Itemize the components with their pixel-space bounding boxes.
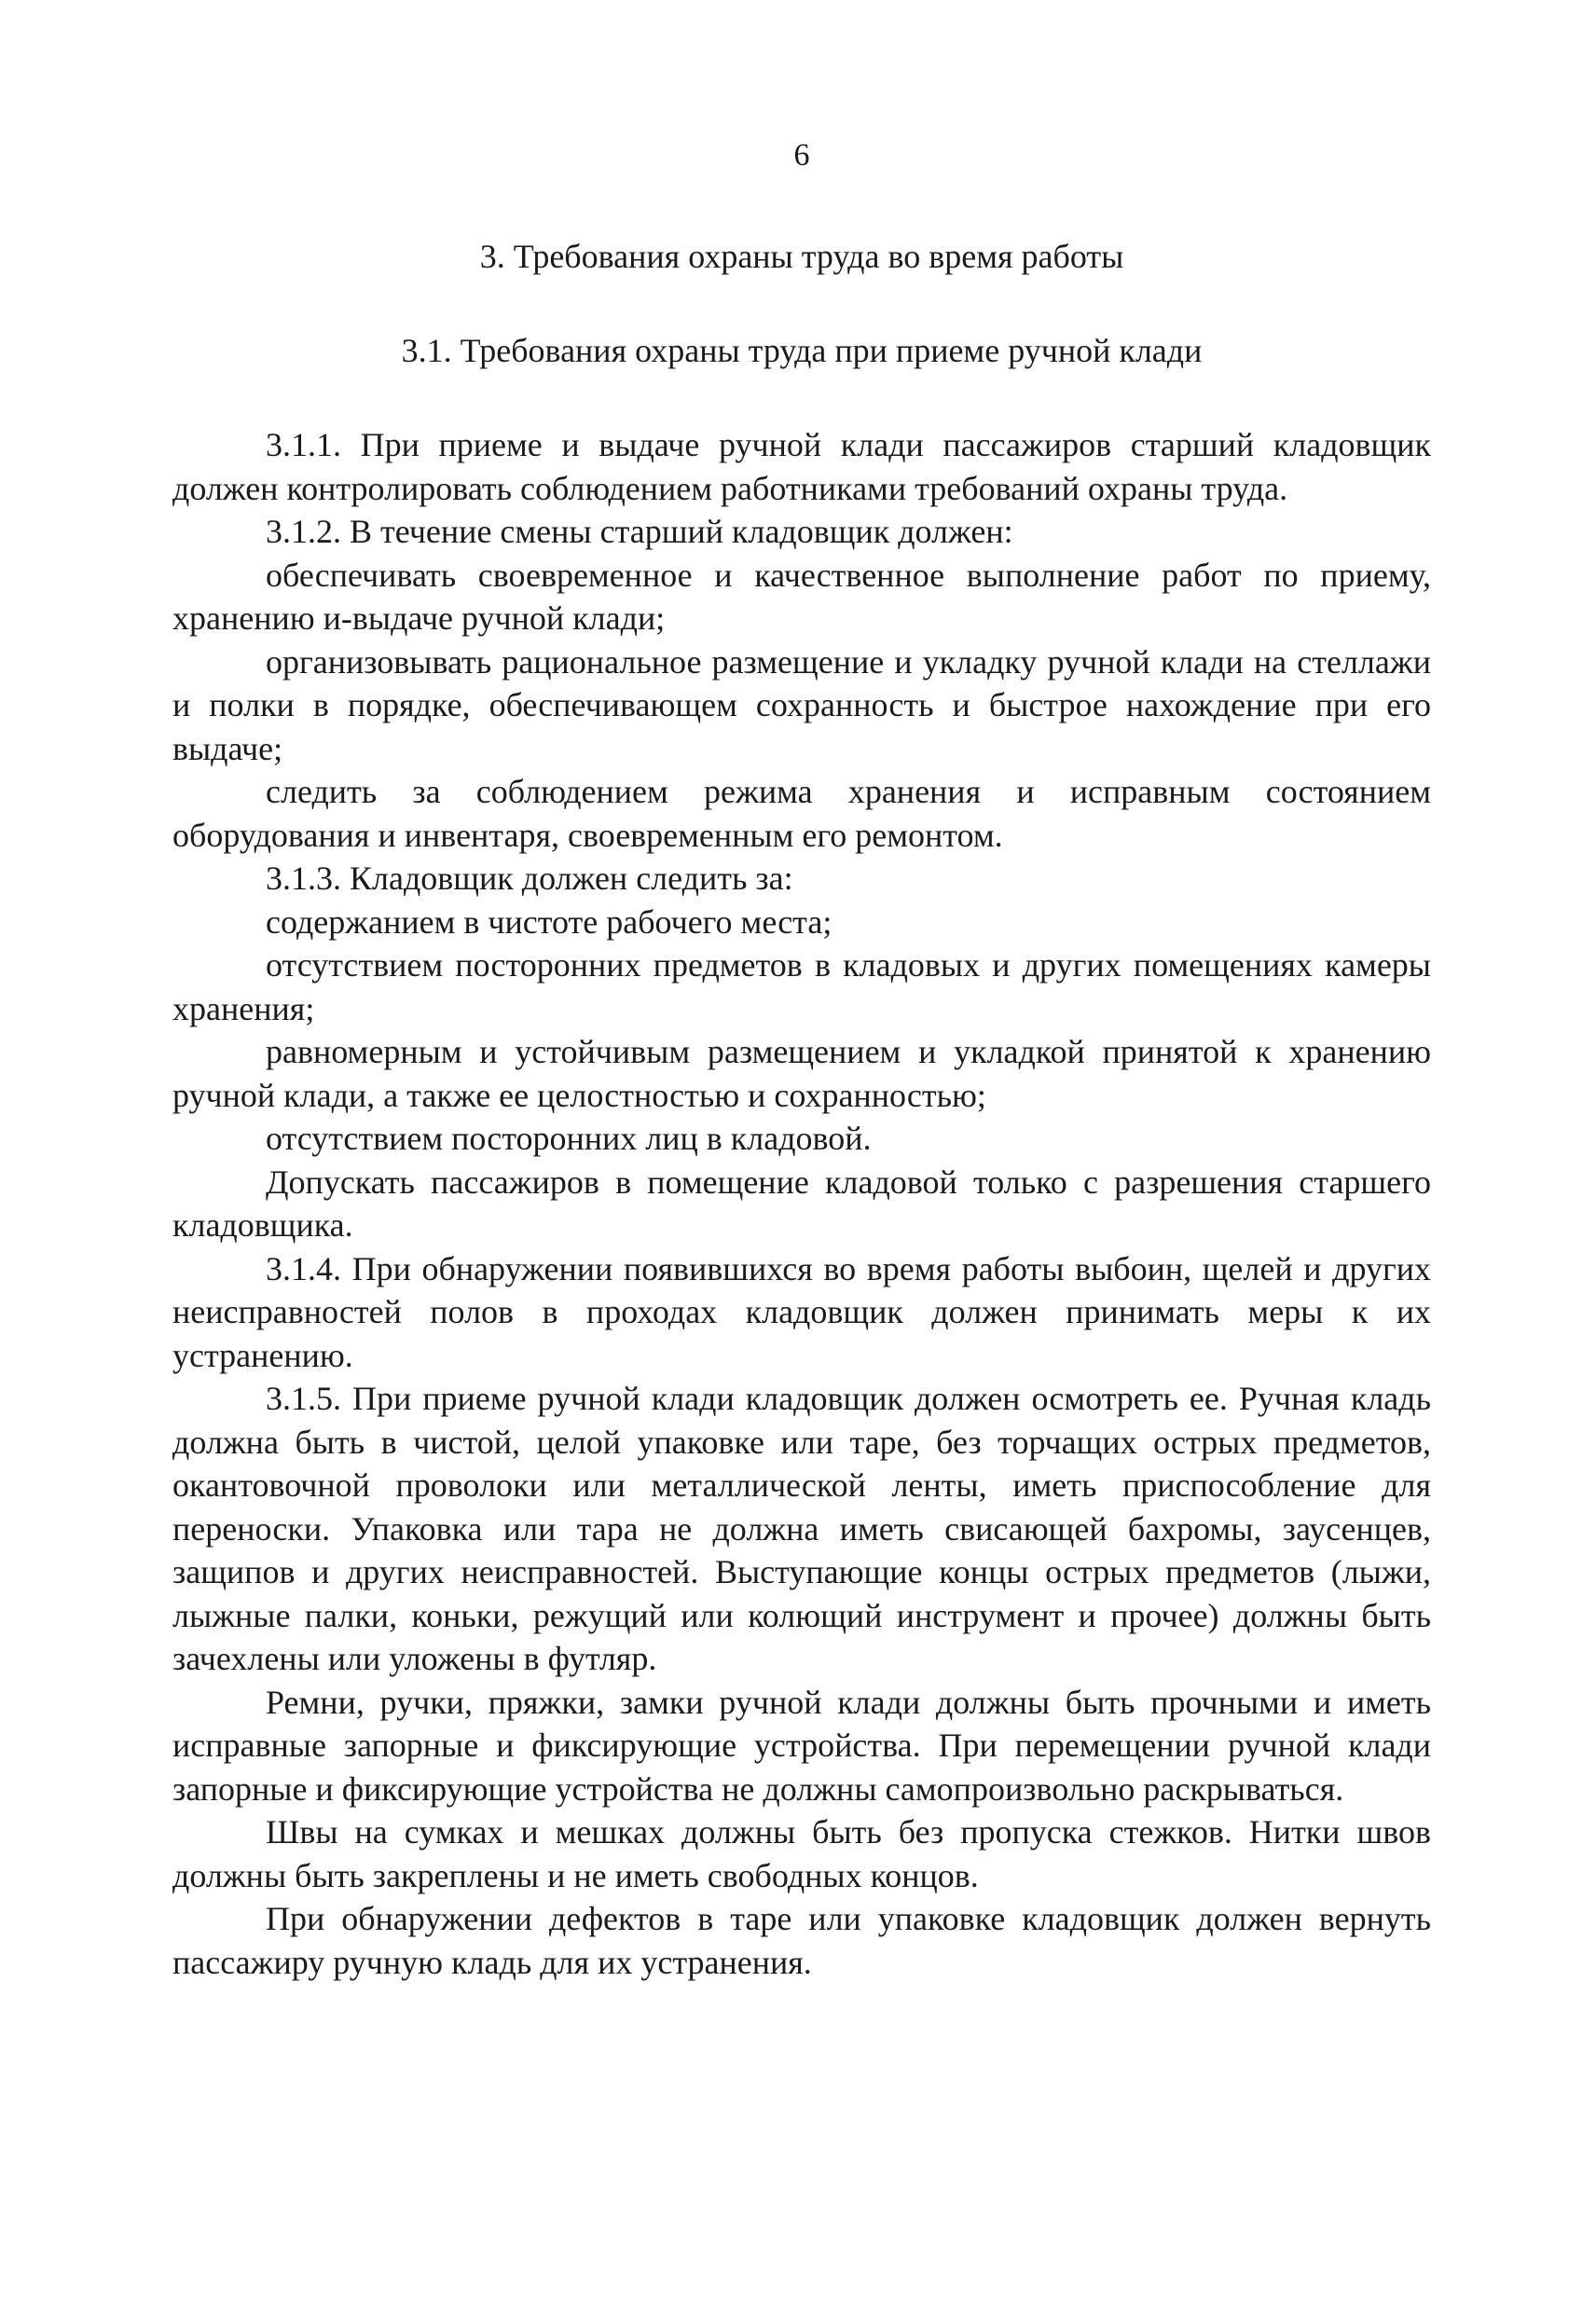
body-text [172,423,1431,1984]
paragraph-3-1-2: 3.1.2. В течение смены старший кладовщик должен: [266,513,1013,551]
paragraph: Допускать пассажиров в помещение кладовой только с разрешения старшего кладовщика. [172,1163,1431,1245]
paragraph: Швы на сумках и мешках должны быть без пропуска стежков. Нитки швов должны быть закреплены и не иметь свободных концов. [172,1813,1431,1894]
paragraph: При обнаружении дефектов в таре или упаковке кладовщик должен вернуть пассажиру ручную кладь для их устранения. [172,1900,1431,1981]
paragraph-3-1-5: 3.1.5. При приеме ручной клади кладовщик должен осмотреть ее. Ручная кладь должна быть в чистой, целой упаковке или таре, без торчащих острых предметов, окантовочной проволоки или металлической ленты, иметь приспособление для переноски. Упаковка или тара не должна иметь свисающей бахромы, заусенцев, защипов и других неисправностей. Выступающие концы острых предметов (лыжи, лыжные палки, коньки, режущий или колющий инструмент и прочее) должны быть зачехлены или уложены в футляр. [172,1380,1431,1678]
paragraph: отсутствием посторонних лиц в кладовой. [266,1120,872,1158]
paragraph-3-1-3: 3.1.3. Кладовщик должен следить за: [266,860,793,898]
paragraph: отсутствием посторонних предметов в кладовых и других помещениях камеры хранения; [172,946,1431,1027]
paragraph: равномерным и устойчивым размещением и укладкой принятой к хранению ручной клади, а также ее целостностью и сохранностью; [172,1033,1431,1114]
paragraph-3-1-4: 3.1.4. При обнаружении появившихся во время работы выбоин, щелей и других неисправностей полов в проходах кладовщик должен принимать меры к их устранению. [172,1249,1431,1374]
paragraph: Ремни, ручки, пряжки, замки ручной клади должны быть прочными и иметь исправные запорные и фиксирующие устройства. При перемещении ручной клади запорные и фиксирующие устройства не должны самопроизвольно раскрываться. [172,1683,1431,1808]
page-number: 6 [793,138,810,172]
document-page [172,140,1431,1984]
paragraph: следить за соблюдением режима хранения и исправным состоянием оборудования и инвентаря, своевременным его ремонтом. [172,773,1431,854]
paragraph: содержанием в чистоте рабочего места; [266,902,832,941]
paragraph-3-1-1: 3.1.1. При приеме и выдаче ручной клади пассажиров старший кладовщик должен контролировать соблюдением работниками требований охраны труда. [172,426,1431,507]
paragraph: организовывать рациональное размещение и укладку ручной клади на стеллажи и полки в порядке, обеспечивающем сохранность и быстрое нахождение при его выдаче; [172,642,1431,767]
section-title: 3. Требования охраны труда во время работы [479,238,1124,275]
subsection-title: 3.1. Требования охраны труда при приеме ручной клади [401,332,1203,370]
paragraph: обеспечивать своевременное и качественное выполнение работ по приему, хранению и-выдаче ручной клади; [172,556,1431,638]
